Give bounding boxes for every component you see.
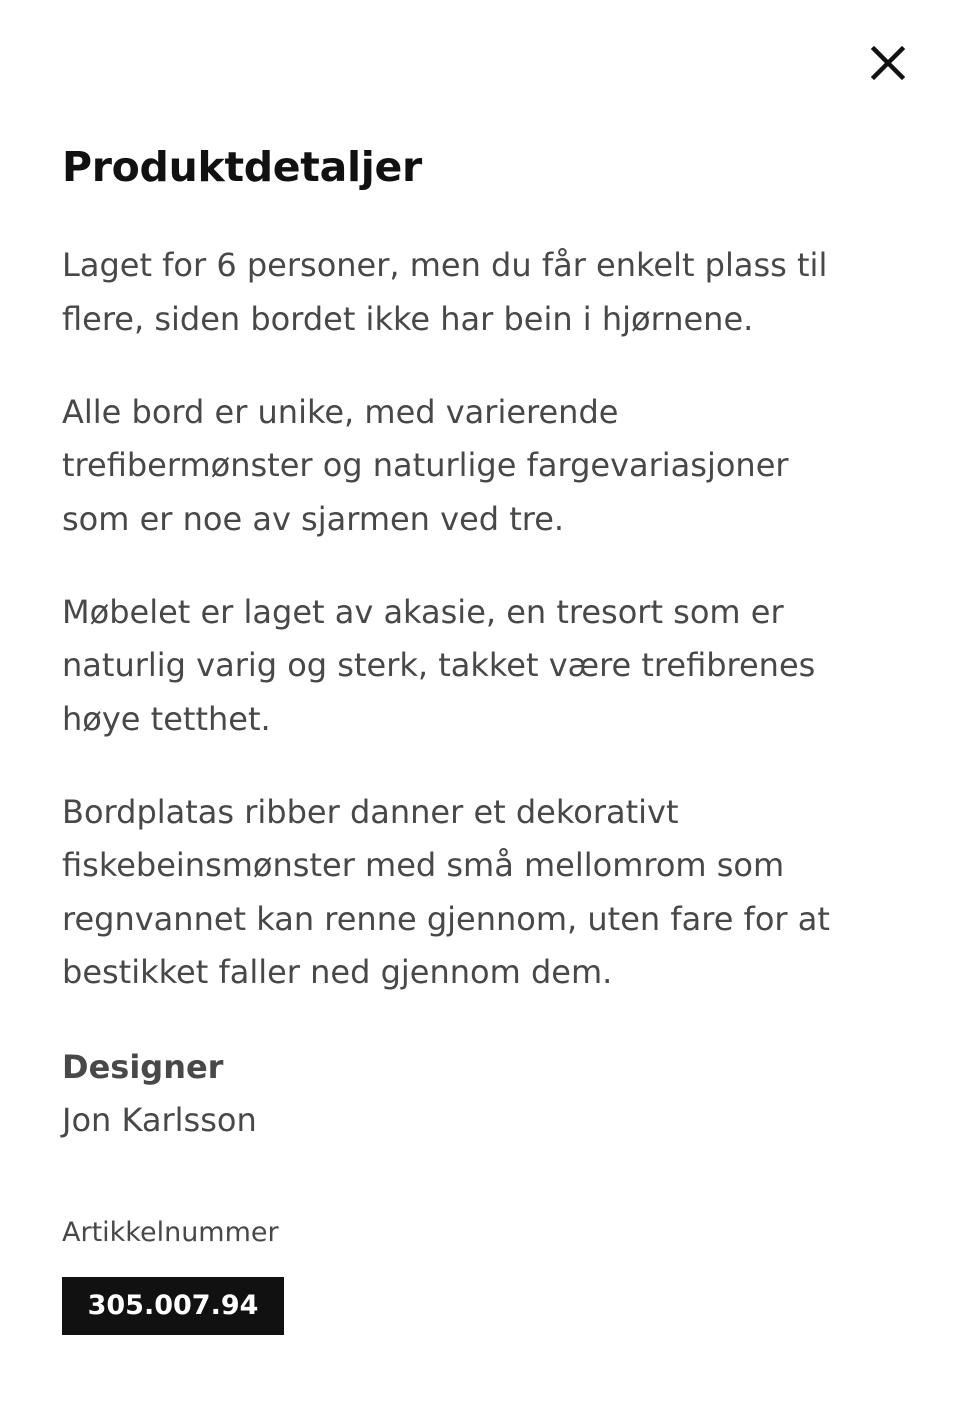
description-paragraph <box>62 239 922 346</box>
text-line: Bordplatas ribber danner et dekorativt <box>62 792 679 831</box>
text-line: Alle bord er unike, med varierende <box>62 392 619 431</box>
article-number-badge: 305.007.94 <box>62 1277 284 1335</box>
close-icon <box>866 41 910 85</box>
text-line: naturlig varig og sterk, takket være trefibrenes <box>62 646 816 684</box>
text-line: Møbelet er laget av akasie, en tresort som er <box>62 592 784 631</box>
text-line: som er noe av sjarmen ved tre. <box>62 499 565 538</box>
text-line: Laget for 6 personer, men du får enkelt plass til <box>62 246 828 284</box>
product-details-panel <box>62 139 922 1335</box>
page-title: Produktdetaljer <box>62 143 422 191</box>
text-line: bestikket faller ned gjennom dem. <box>62 953 613 991</box>
text-line: høye tetthet. <box>62 699 271 738</box>
description-paragraph <box>62 386 922 547</box>
text-line: flere, siden bordet ikke har bein i hjørnene. <box>62 299 754 338</box>
close-button[interactable] <box>866 41 910 85</box>
text-line: regnvannet kan renne gjennom, uten fare for at <box>62 899 830 938</box>
description-paragraph <box>62 786 922 1000</box>
text-line: fiskebeinsmønster med små mellomrom som <box>62 846 785 884</box>
text-line: trefibermønster og naturlige fargevariasjoner <box>62 446 789 484</box>
article-number-label: Artikkelnummer <box>62 1216 279 1248</box>
designer-label: Designer <box>62 1047 224 1086</box>
description-paragraph <box>62 586 922 747</box>
designer-name: Jon Karlsson <box>62 1101 257 1139</box>
